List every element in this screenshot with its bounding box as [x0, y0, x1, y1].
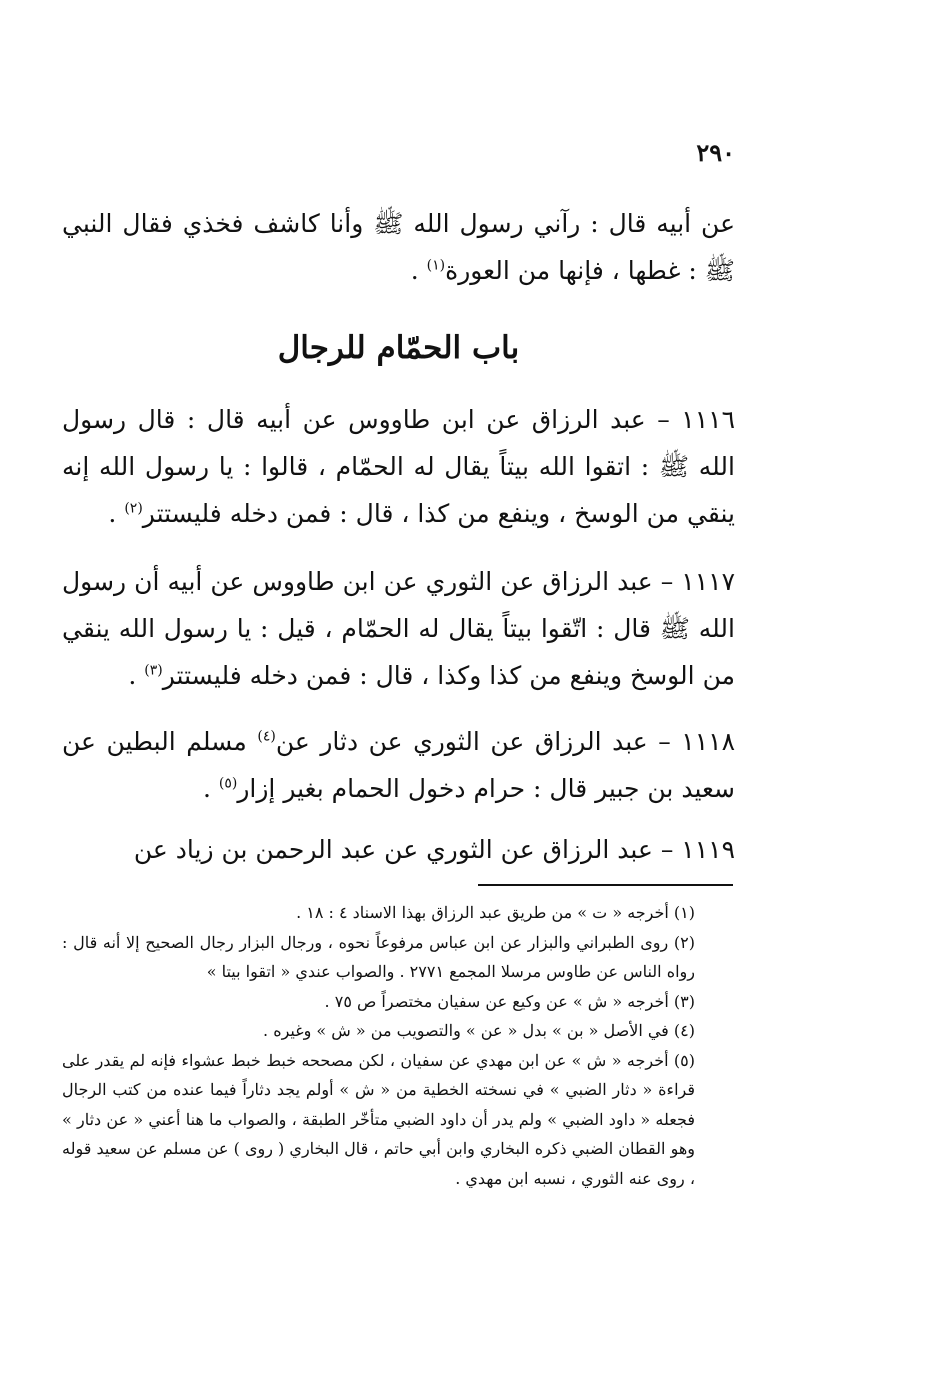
footnote-1: (١) أخرجه « ت » من طريق عبد الرزاق بهذا الاسناد ٤ : ١٨ . [296, 903, 695, 922]
footnote-4: (٤) في الأصل « بن » بدل « عن » والتصويب من « ش » وغيره . [263, 1021, 695, 1040]
hadith-1118-end: . [202, 774, 211, 803]
intro-paragraph [62, 200, 735, 294]
chapter-heading: باب الحمّام للرجال [277, 330, 520, 366]
hadith-1117 [62, 558, 735, 699]
hadith-1118-text-b: مسلم البطين عن سعيد بن جبير قال : حرام دخول الحمام بغير إزار [62, 727, 735, 803]
page-number: ٢٩٠ [696, 138, 735, 167]
footnote-ref-4: (٤) [257, 728, 276, 745]
hadith-1118-text-a: ١١١٨ – عبد الرزاق عن الثوري عن دثار عن [275, 727, 736, 756]
footnote-ref-3: (٣) [144, 662, 163, 679]
footnote-2: (٢) روى الطبراني والبزار عن ابن عباس مرفوعاً نحوه ، ورجال البزار رجال الصحيح إلا أنه قال : رواه الناس عن طاوس مرسلا المجمع ٢٧٧١ . والصواب عندي « اتقوا بيتا » [62, 932, 695, 981]
hadith-1118 [62, 718, 735, 812]
hadith-1117-text: ١١١٧ – عبد الرزاق عن الثوري عن ابن طاووس عن أبيه أن رسول الله ﷺ قال : اتّقوا بيتاً يقال له الحمّام ، قيل : يا رسول الله ينقي من الوسخ وينفع من كذا وكذا ، قال : فمن دخله فليستتر [62, 567, 735, 690]
footnotes [62, 898, 735, 1193]
footnote-5: (٥) أخرجه « ش » عن ابن مهدي عن سفيان ، لكن مصححه خبط خبط عشواء فإنه لم يقدر على قراءة « دثار الضبي » في نسخته الخطية من « ش » أولم يجد دثاراً فيما عنده من كتب الرجال فجعله « داود الضبي » ولم يدر أن داود الضبي متأخّر الطبقة ، والصواب ما هنا أعني « عن دثار » وهو القطان الضبي ذكره البخاري وابن أبي حاتم ، قال البخاري ( روى ) عن مسلم عن سعيد قوله ، روى عنه الثوري ، نسبه ابن مهدي . [62, 1050, 695, 1188]
footnote-ref-1: (١) [426, 257, 446, 274]
hadith-1119-text: ١١١٩ – عبد الرزاق عن الثوري عن عبد الرحمن بن زياد عن [133, 835, 735, 864]
hadith-1116-end: . [108, 499, 117, 528]
hadith-1119 [62, 826, 735, 873]
footnote-ref-2: (٢) [124, 500, 143, 517]
footnote-3: (٣) أخرجه « ش » عن وكيع عن سفيان مختصراً ص ٧٥ . [324, 991, 695, 1011]
footnote-ref-5: (٥) [218, 775, 238, 792]
intro-text: عن أبيه قال : رآني رسول الله ﷺ وأنا كاشف فخذي فقال النبي ﷺ : غطها ، فإنها من العورة [62, 209, 735, 285]
hadith-1116-text: ١١١٦ – عبد الرزاق عن ابن طاووس عن أبيه قال : قال رسول الله ﷺ : اتقوا الله بيتاً يقال له الحمّام ، قالوا : يا رسول الله إنه ينقي من الوسخ ، وينفع من كذا ، قال : فمن دخله فليستتر [62, 405, 735, 528]
footnote-separator [478, 884, 733, 886]
intro-end: . [410, 256, 419, 285]
hadith-1117-end: . [128, 661, 137, 690]
hadith-1116 [62, 396, 735, 537]
